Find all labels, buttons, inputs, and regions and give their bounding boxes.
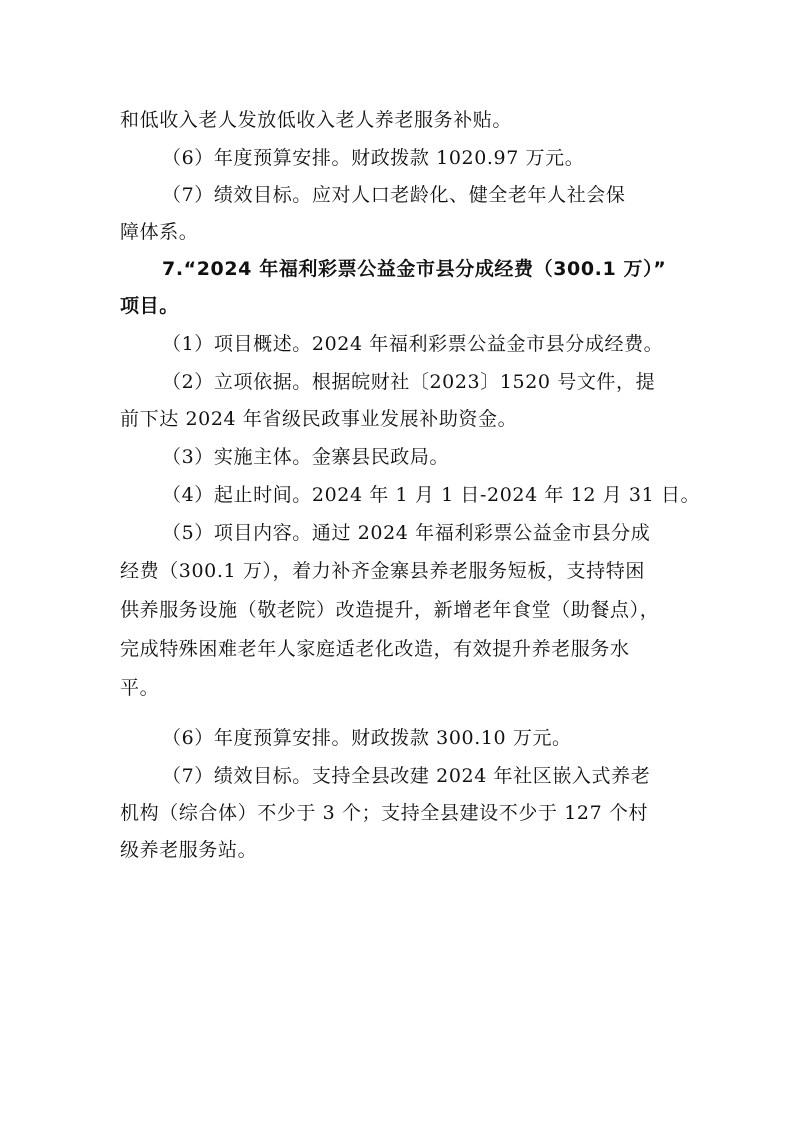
paragraph-line: （3）实施主体。金寨县民政局。 xyxy=(162,446,450,468)
paragraph-line: （7）绩效目标。应对人口老龄化、健全老年人社会保 xyxy=(162,184,626,206)
section-heading-continued: 项目。 xyxy=(120,295,179,317)
paragraph-line: 和低收入老人发放低收入老人养老服务补贴。 xyxy=(120,109,513,131)
paragraph-line: （4）起止时间。2024 年 1 月 1 日-2024 年 12 月 31 日。 xyxy=(162,484,701,506)
paragraph-line: （5）项目内容。通过 2024 年福利彩票公益金市县分成 xyxy=(162,522,651,544)
paragraph-line: 平。 xyxy=(120,677,160,699)
paragraph-line: 前下达 2024 年省级民政事业发展补助资金。 xyxy=(120,408,518,430)
section-heading: 7.“2024 年福利彩票公益金市县分成经费（300.1 万）” xyxy=(162,258,667,280)
paragraph-line: （1）项目概述。2024 年福利彩票公益金市县分成经费。 xyxy=(162,333,664,355)
paragraph-line: 障体系。 xyxy=(120,221,199,243)
paragraph-line: 供养服务设施（敬老院）改造提升，新增老年食堂（助餐点）， xyxy=(120,599,660,621)
paragraph-line: （2）立项依据。根据皖财社〔2023〕1520 号文件，提 xyxy=(162,371,656,393)
paragraph-line: 经费（300.1 万），着力补齐金寨县养老服务短板，支持特困 xyxy=(120,560,645,582)
paragraph-line: 级养老服务站。 xyxy=(120,839,258,861)
paragraph-line: （6）年度预算安排。财政拨款 300.10 万元。 xyxy=(162,727,572,749)
paragraph-line: （6）年度预算安排。财政拨款 1020.97 万元。 xyxy=(162,147,585,169)
paragraph-line: （7）绩效目标。支持全县改建 2024 年社区嵌入式养老 xyxy=(162,765,651,787)
paragraph-line: 完成特殊困难老年人家庭适老化改造，有效提升养老服务水 xyxy=(120,638,630,660)
paragraph-line: 机构（综合体）不少于 3 个；支持全县建设不少于 127 个村 xyxy=(120,802,649,824)
